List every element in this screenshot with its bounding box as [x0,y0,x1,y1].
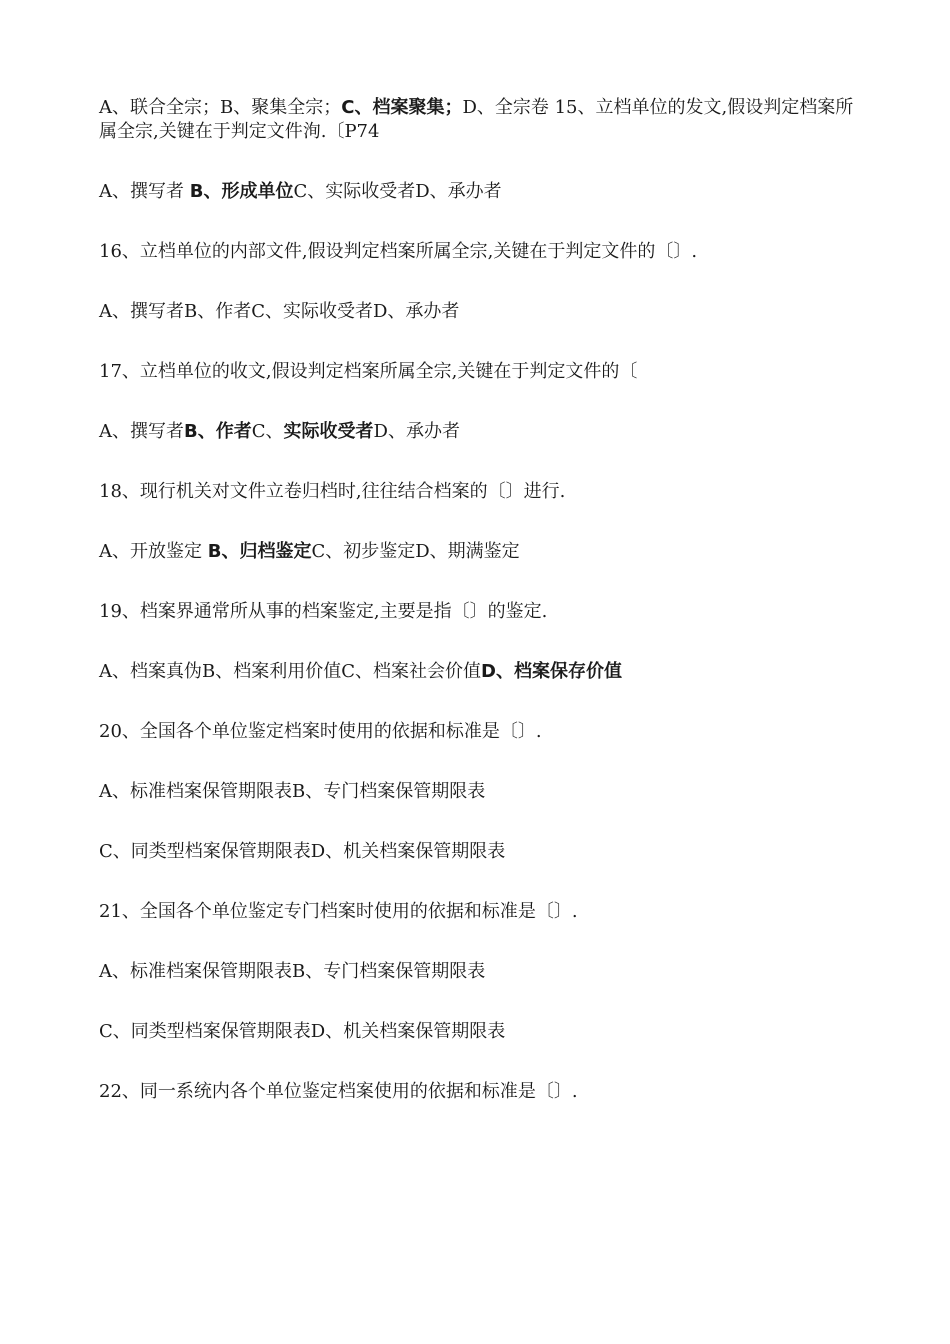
text-segment: A、联合全宗；B、聚集全宗； [99,97,342,118]
text-line-question-21 [99,900,859,924]
answer-highlight: C、档案聚集； [341,97,463,118]
text-segment: C、 [251,421,284,442]
answer-highlight: 实际收受者 [283,421,374,442]
text-segment: 19、档案界通常所从事的档案鉴定,主要是指〔〕的鉴定. [99,601,548,622]
answer-highlight: D、档案保存价值 [481,661,622,682]
text-segment: C、实际收受者D、承办者 [293,181,502,202]
text-segment: A、标准档案保管期限表B、专门档案保管期限表 [99,781,486,802]
text-segment: A、撰写者 [99,421,184,442]
text-line-question-16 [99,240,859,264]
text-line-question-18 [99,480,859,504]
text-segment: 22、同一系统内各个单位鉴定档案使用的依据和标准是〔〕. [99,1081,578,1102]
text-line-question-20 [99,720,859,744]
answer-highlight: B、归档鉴定 [207,541,312,562]
text-segment: 17、立档单位的收文,假设判定档案所属全宗,关键在于判定文件的〔 [99,361,638,382]
answer-highlight: B、形成单位 [189,181,294,202]
document-page [99,96,859,1104]
text-segment: 20、全国各个单位鉴定档案时使用的依据和标准是〔〕. [99,721,542,742]
text-line-options-21-cd [99,1020,859,1044]
text-segment: C、同类型档案保管期限表D、机关档案保管期限表 [99,841,506,862]
text-segment: C、同类型档案保管期限表D、机关档案保管期限表 [99,1021,506,1042]
text-line-options-20-cd [99,840,859,864]
text-line-question-17 [99,360,859,384]
text-line-options-19 [99,660,859,684]
text-line-question-19 [99,600,859,624]
text-segment: A、撰写者 [99,181,190,202]
text-segment: C、初步鉴定D、期满鉴定 [311,541,520,562]
text-line-options-20-ab [99,780,859,804]
text-line-options-17 [99,420,859,444]
text-segment: A、档案真伪B、档案利用价值C、档案社会价值 [99,661,481,682]
text-line-question-22 [99,1080,859,1104]
text-segment: 18、现行机关对文件立卷归档时,往往结合档案的〔〕进行. [99,481,566,502]
text-segment: 16、立档单位的内部文件,假设判定档案所属全宗,关键在于判定文件的〔〕. [99,241,698,262]
text-segment: A、撰写者B、作者C、实际收受者D、承办者 [99,301,460,322]
text-line-options-15 [99,180,859,204]
text-line-options-18 [99,540,859,564]
text-segment: D、全宗卷 15、立档单位的发文,假设判定档案所属全宗,关键在于判定文件洵.〔P74 [99,97,854,142]
text-line-options-16 [99,300,859,324]
text-segment: A、标准档案保管期限表B、专门档案保管期限表 [99,961,486,982]
text-segment: A、开放鉴定 [99,541,208,562]
text-segment: D、承办者 [373,421,460,442]
text-segment: 21、全国各个单位鉴定专门档案时使用的依据和标准是〔〕. [99,901,578,922]
text-line-options-14-and-question-15 [99,96,859,144]
answer-highlight: B、作者 [184,421,252,442]
text-line-options-21-ab [99,960,859,984]
